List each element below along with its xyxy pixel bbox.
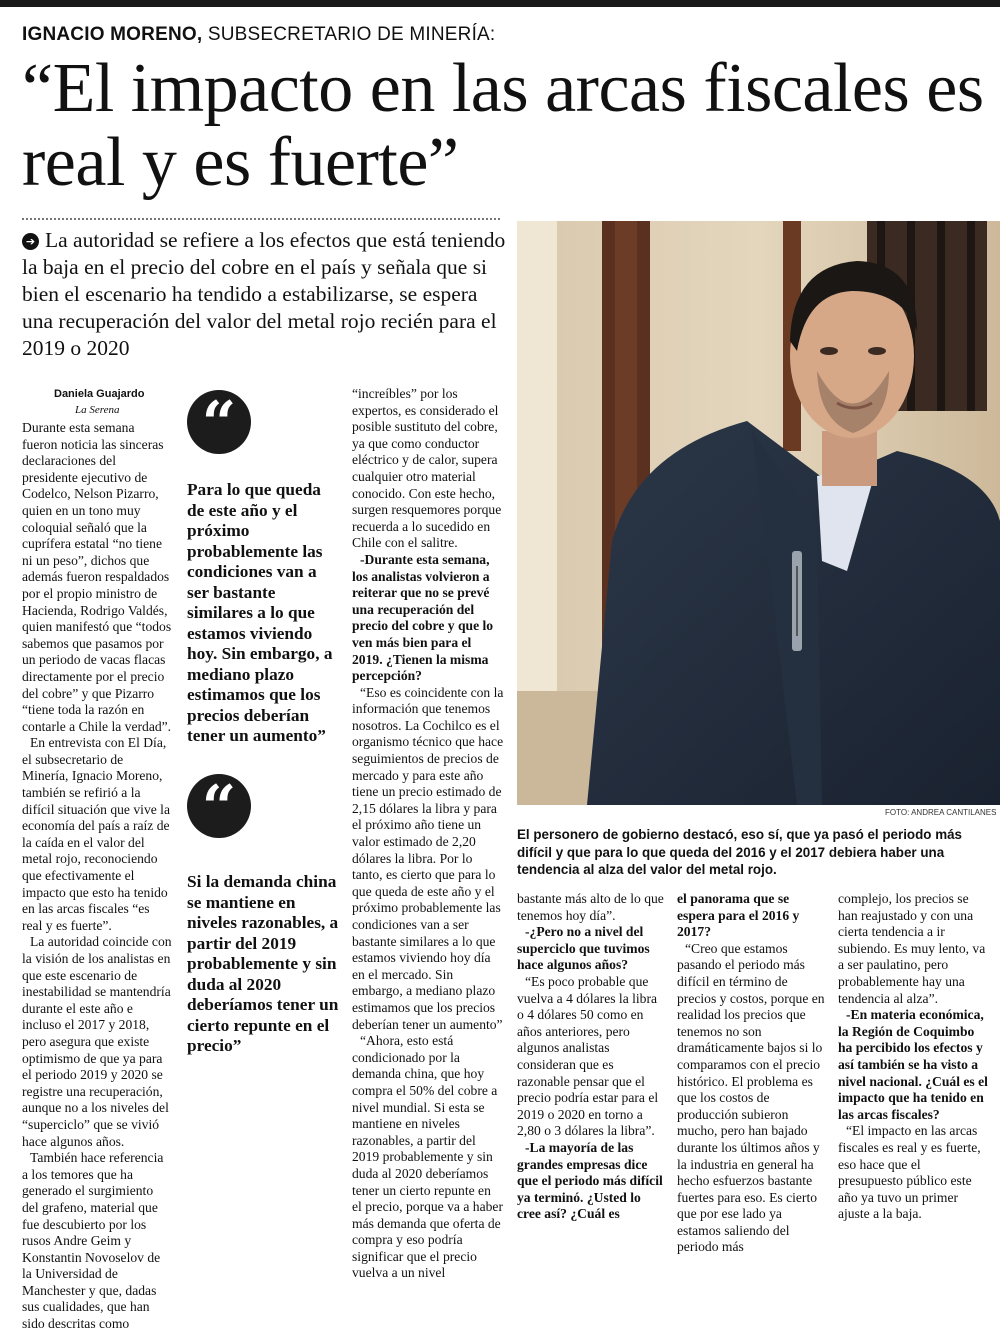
paragraph: bastante más alto de lo que tenemos hoy día”. <box>517 891 664 923</box>
interview-question: el panorama que se espera para el 2016 y 2017? <box>677 891 800 940</box>
headline: “El impacto en las arcas fiscales es real y es fuerte” <box>22 50 984 201</box>
interview-question: -En materia económica, la Región de Coquimbo ha percibido los efectos y así también se ha visto a nivel nacional. ¿Cuál es el impacto que ha tenido en las arcas fiscales? <box>838 1007 988 1122</box>
pull-quote-2: Si la demanda china se mantiene en niveles razonables, a partir del 2019 probablemente y sin duda al 2020 deberíamos tener un cierto repunte en el precio” <box>187 872 339 1055</box>
paragraph: También hace referencia a los temores que ha generado el surgimiento del grafeno, material que fue descubierto por los rusos Andre Geim y Konstantin Novoselov de la Universidad de Manchester y que, dadas sus cualidades, que han sido descritas como <box>22 1150 164 1332</box>
top-rule <box>0 0 1000 7</box>
lead-text: La autoridad se refiere a los efectos que está teniendo la baja en el precio del cobre en el país y señala que si bien el escenario ha tendido a estabilizarse, se espera una recuperación del valor del metal rojo recién para el 2019 o 2020 <box>22 228 506 360</box>
paragraph: “El impacto en las arcas fiscales es real y es fuerte, eso hace que el presupuesto público este año ya tuvo un primer ajuste a la baja. <box>838 1123 981 1222</box>
paragraph: “Creo que estamos pasando el periodo más difícil en término de precios y costos, porque en realidad los precios que tenemos no son dramáticamente bajos si lo comparamos con el precio histórico. El problema es que los costos de producción subieron mucho, pero han bajado durante los últimos años y la industria en general ha hecho esfuerzos bastante fuertes para eso. Es cierto que por ese lado ya estamos saliendo del periodo más <box>677 940 825 1255</box>
article-column-3 <box>517 891 665 1223</box>
paragraph: “increíbles” por los expertos, es considerado el posible sustituto del cobre, ya que como conductor eléctrico y de calor, supera cualquier otro material conocido. Con este hecho, surgen resquemores porque recuerda a lo sucedido en Chile con el salitre. <box>352 386 502 551</box>
kicker <box>22 24 495 46</box>
quote-icon: “ <box>187 390 251 454</box>
article-column-2 <box>352 386 504 1282</box>
paragraph: “Eso es coincidente con la información que tenemos nosotros. La Cochilco es el organismo técnico que hace seguimientos de precios de mercado y para este año tiene un precio estimado de 2,15 dólares la libra y para el próximo año tiene un valor estimado de 2,20 dólares la libra. Por lo tanto, es cierto que para lo que queda de este año y el próximo probablemente las condiciones van a ser bastante similares a lo que estamos viviendo hoy día en el mercado. Sin embargo, a mediano plazo estimamos que los precios deberían tener un aumento” <box>352 684 504 1032</box>
kicker-name: IGNACIO MORENO, <box>22 24 203 45</box>
paragraph: complejo, los precios se han reajustado y con una cierta tendencia a ir subiendo. Es muy lento, va a ser paulatino, pero probablemente hay una tendencia al alza”. <box>838 891 986 1006</box>
photo <box>517 221 1000 805</box>
pull-quote-1: Para lo que queda de este año y el próximo probablemente las condiciones van a ser bastante similares a lo que estamos viviendo hoy. Sin embargo, a mediano plazo estimamos que los precios deberían tener un aumento” <box>187 480 333 745</box>
lead-paragraph <box>22 227 506 362</box>
paragraph: “Ahora, esto está condicionado por la demanda china, que hoy compra el 50% del cobre a nivel mundial. Si esta se mantiene en niveles razonables, a partir del 2019 probablemente y sin duda al 2020 deberíamos tener un cierto repunte en el precio, porque va a haber más demanda que oferta de compra y eso podría significar que el precio vuelva a un nivel <box>352 1033 503 1281</box>
byline-place: La Serena <box>75 404 120 416</box>
paragraph: En entrevista con El Día, el subsecretario de Minería, Ignacio Moreno, también se refirió a la difícil situación que vive la economía del país a raíz de la caída en el valor del metal rojo, reconociendo que efectivamente el impacto que esto ha tenido en las arcas fiscales “es real y es fuerte”. <box>22 735 170 933</box>
article-column-4 <box>677 891 825 1256</box>
arrow-right-icon: ➔ <box>22 233 39 250</box>
portrait-photo-illustration <box>517 221 1000 805</box>
dotted-divider <box>22 218 500 220</box>
article-column-1 <box>22 420 172 1333</box>
paragraph: Durante esta semana fueron noticia las sinceras declaraciones del presidente ejecutivo de Codelco, Nelson Pizarro, quien en un tono muy coloquial señaló que la cuprífera estatal “no tiene ni un peso”, dichos que además fueron respaldados por el propio ministro de Hacienda, Rodrigo Valdés, quien manifestó que “todos sabemos que pasamos por un periodo de vacas flacas directamente por el precio del cobre” y que Pizarro “tiene toda la razón en contarle a Chile la verdad”. <box>22 420 172 734</box>
paragraph: La autoridad coincide con la visión de los analistas en que este escenario de inestabilidad se mantendría durante el este año e incluso el 2017 y 2018, pero asegura que existe optimismo de que ya para el periodo 2019 y 2020 se registre una recuperación, aunque no a los niveles del “superciclo” que se vivió hace algunos años. <box>22 934 172 1149</box>
interview-question: -Durante esta semana, los analistas volvieron a reiterar que no se prevé una recuperación del precio del cobre y que lo ven más bien para el 2019. ¿Tienen la misma percepción? <box>352 551 494 684</box>
interview-question: -¿Pero no a nivel del superciclo que tuvimos hace algunos años? <box>517 924 650 973</box>
byline-author: Daniela Guajardo <box>54 388 145 400</box>
photo-caption: El personero de gobierno destacó, eso sí, que ya pasó el periodo más difícil y que para lo que queda del 2016 y el 2017 debiera haber una tendencia al alza del valor del metal rojo. <box>517 827 962 877</box>
interview-question: -La mayoría de las grandes empresas dice que el periodo más difícil ya terminó. ¿Usted lo cree así? ¿Cuál es <box>517 1139 663 1222</box>
quote-icon: “ <box>187 774 251 838</box>
article-column-5 <box>838 891 988 1223</box>
kicker-role: SUBSECRETARIO DE MINERÍA: <box>202 24 496 45</box>
photo-credit: FOTO: ANDREA CANTILANES <box>885 808 997 817</box>
paragraph: “Es poco probable que vuelva a 4 dólares la libra o 4 dólares 50 como en años anteriores, pero algunos analistas consideran que es razonable pensar que el precio podría estar para el 2019 o 2020 en torno a 2,80 o 3 dólares la libra”. <box>517 973 659 1139</box>
